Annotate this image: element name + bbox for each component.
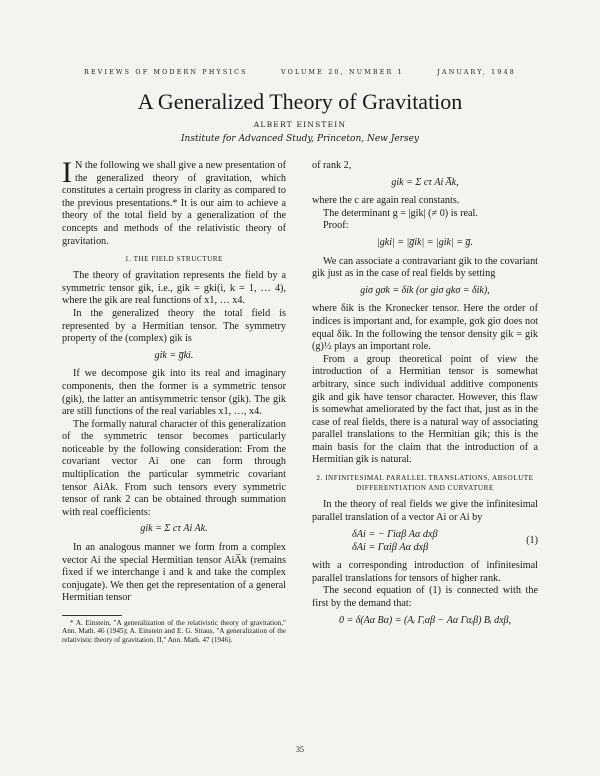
- paragraph: If we decompose gik into its real and imaginary components, then the former is a symmetric tensor (gik), the latter an antisymmetric tensor (gik). The gik are still functions of the real variables x1, …, x4.: [62, 368, 286, 418]
- numbered-equation: [312, 528, 538, 554]
- paragraph: In the theory of real fields we give the infinitesimal parallel translation of a vector Ai or Ai by: [312, 499, 538, 523]
- running-head: [84, 69, 516, 76]
- equation-line: δAi = Γαiβ Aα dxβ: [352, 542, 429, 554]
- paper-title: A Generalized Theory of Gravitation: [137, 89, 463, 114]
- intro-paragraph: [62, 156, 286, 248]
- paragraph: In an analogous manner we form from a complex vector Ai the special Hermitian tensor AiA̅k (remains fixed if we interchange i and k and take the complex conjugate). We then get the representation of a general Hermitian tensor: [62, 542, 286, 604]
- page-number: 35: [296, 745, 304, 754]
- equation: gik = Σ cτ Ai Ak.: [140, 523, 208, 535]
- paragraph: with a corresponding introduction of infinitesimal parallel translations for tensors of higher rank.: [312, 560, 538, 584]
- paragraph: The formally natural character of this generalization of the symmetric tensor becomes particularly noticeable by the following consideration: From the covariant vector Ai one can form through multiplication the particular symmetric covariant tensor AiAk. From such tensors every symmetric tensor of rank 2 can be obtained through summation with real coefficients:: [62, 418, 286, 518]
- author-affiliation: Institute for Advanced Study, Princeton, New Jersey: [180, 134, 420, 144]
- paragraph: The theory of gravitation represents the field by a symmetric tensor gik, i.e., gik = gki(i, k = 1, … 4), where the gik are real functions of x1, … x4.: [62, 270, 286, 307]
- left-column: [62, 156, 286, 644]
- paragraph: We can associate a contravariant gik to the covariant gik just as in the case of real fields by setting: [312, 255, 538, 280]
- intro-text: N the following we shall give a new presentation of the generalized theory of gravitation, which constitutes a certain progress in clarity as compared to the previous presentations.* It is our aim to achieve a theory of the total field by a generalization of the concepts and methods of the relativistic theory of gravitation.: [62, 160, 286, 247]
- equation-lines: [312, 528, 438, 554]
- equation: giσ gσk = δik (or giσ gkσ = δik),: [360, 284, 490, 296]
- footnote: * A. Einstein, "A generalization of the relativistic theory of gravitation," Ann. Math. 46 (1945); A. Einstein and E. G. Straus, "A generalization of the relativistic theory of gravitation. II," Ann. Math. 47 (1946).: [62, 619, 286, 644]
- equation-number: (1): [526, 534, 538, 546]
- equation: gik = g̅ki.: [154, 349, 194, 361]
- paragraph: From a group theoretical point of view the introduction of a Hermitian tensor is somewhat arbitrary, since such individual additive components gik and gik have tensor character. However, this flaw is somewhat ameliorated by the fact that, just as in the case of real fields, there is a natural way of associating parallel translations to the Hermitian gik; this is the main basis for the claim that the introduction of a Hermitian gik is natural.: [312, 353, 538, 466]
- equation: |gki| = |g̅ik| = |gik| = g̅.: [377, 236, 473, 248]
- paragraph: In the generalized theory the total field is represented by a Hermitian tensor. The symmetry property of the (complex) gik is: [62, 307, 286, 345]
- section-heading-field-structure: 1. THE FIELD STRUCTURE: [125, 255, 223, 264]
- paragraph: The second equation of (1) is connected with the first by the demand that:: [312, 585, 538, 610]
- section-heading-parallel-translations: 2. INFINITESIMAL PARALLEL TRANSLATIONS, ABSOLUTE DIFFERENTIATION AND CURVATURE: [316, 474, 534, 493]
- equation: gik = Σ cτ Ai A̅k,: [391, 176, 459, 188]
- right-column: [312, 160, 538, 633]
- paragraph: where the c are again real constants.: [312, 195, 460, 207]
- volume-number: VOLUME 20, NUMBER 1: [281, 69, 404, 76]
- equation-line: δAi = − Γiαβ Aα dxβ: [352, 529, 438, 541]
- equation: 0 = δ(Aα Bα) = (Aᵢ Γᵢαβ − Aα Γαᵢβ) Bᵢ dxβ,: [338, 614, 512, 626]
- paragraph: The determinant g = |gik| (≠ 0) is real.: [323, 207, 478, 219]
- journal-name: REVIEWS OF MODERN PHYSICS: [84, 69, 248, 76]
- footnote-rule: [62, 615, 122, 616]
- drop-cap: I: [62, 156, 72, 189]
- author-name: ALBERT EINSTEIN: [253, 120, 347, 129]
- issue-date: JANUARY, 1948: [437, 69, 516, 76]
- proof-label: Proof:: [323, 220, 349, 232]
- paragraph: where δik is the Kronecker tensor. Here the order of indices is important and, for example, gσk giσ does not equal δik. In the following the tensor density gik = gik (g)½ plays an important role.: [312, 303, 538, 353]
- paragraph: of rank 2,: [312, 160, 352, 171]
